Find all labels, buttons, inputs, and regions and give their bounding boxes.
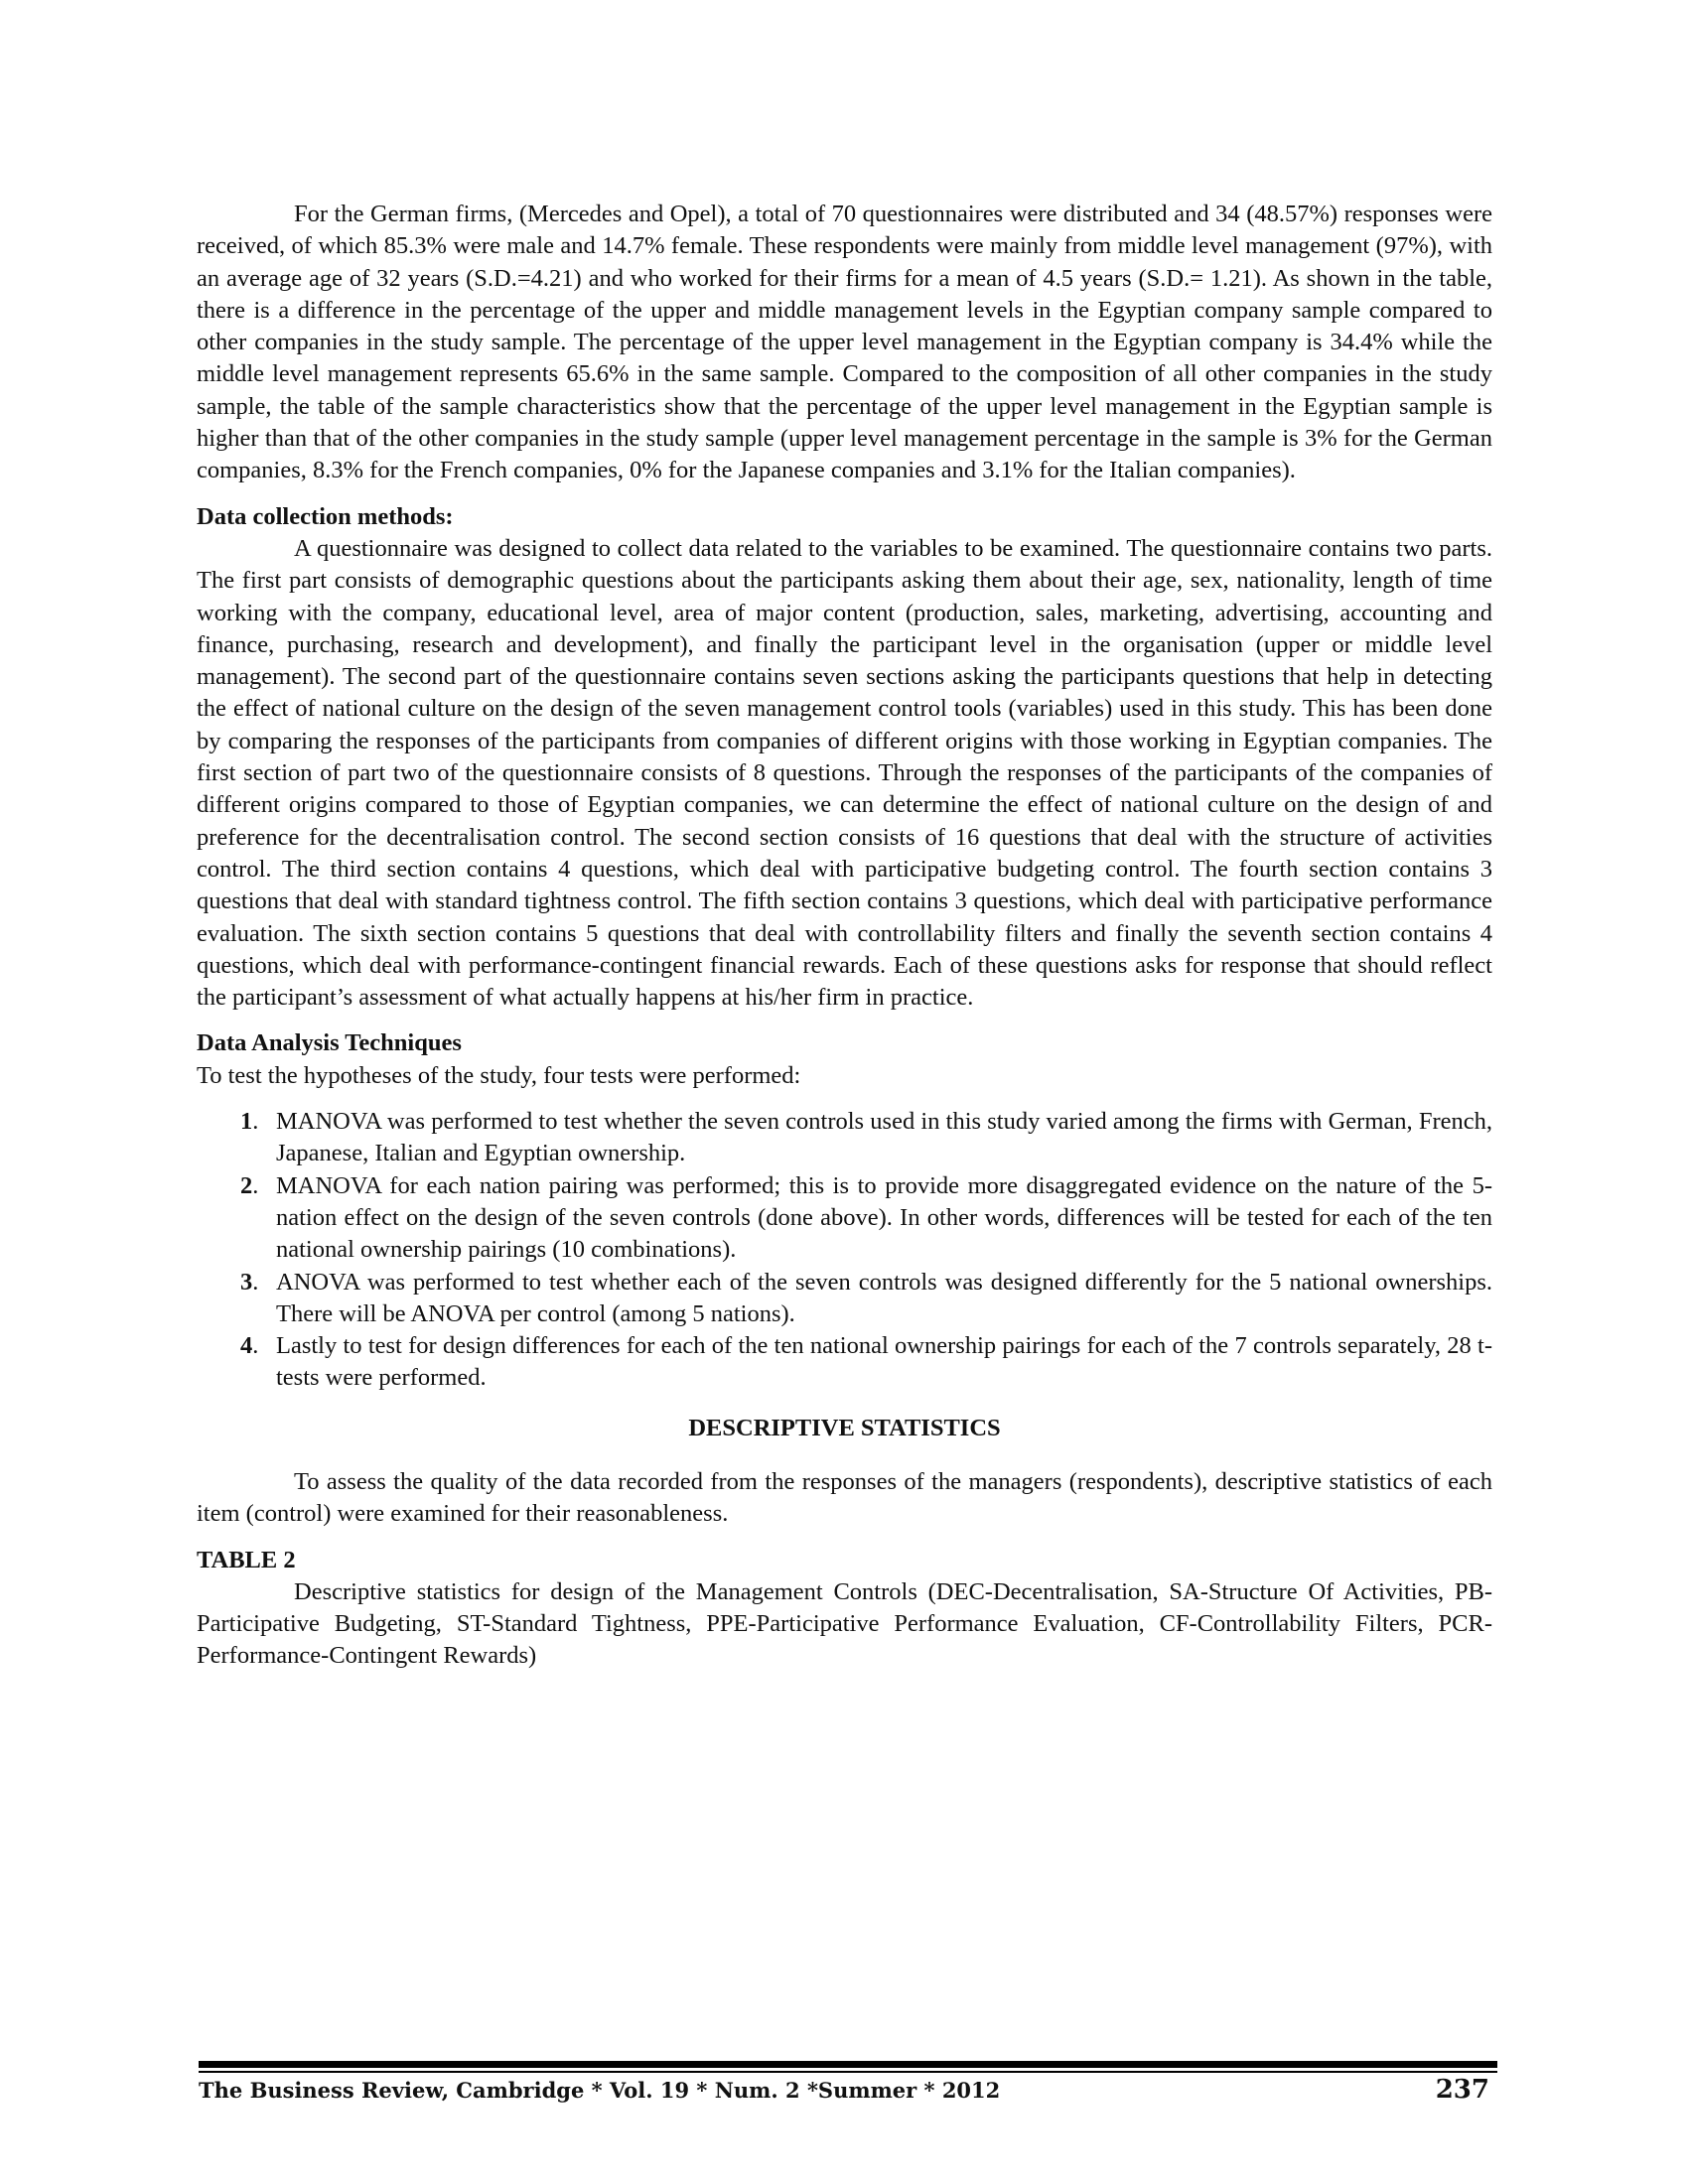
list-item: [197, 1170, 1492, 1267]
list-item-text: MANOVA was performed to test whether the seven controls used in this study varied among the firms with German, French, Japanese, Italian and Egyptian ownership.: [276, 1108, 1492, 1167]
table-label: TABLE 2: [197, 1546, 296, 1573]
tests-list: [197, 1106, 1492, 1395]
list-item-text: MANOVA for each nation pairing was performed; this is to provide more disaggregated evidence on the nature of the 5-nation effect on the design of the seven controls (done above). In other words, differences will be tested for each of the ten national ownership pairings (10 combinations).: [276, 1171, 1492, 1264]
descriptive-statistics-paragraph: To assess the quality of the data recorded from the responses of the managers (respondents), descriptive statistics of each item (control) were examined for their reasonableness.: [197, 1467, 1492, 1528]
list-item-text: Lastly to test for design differences for each of the ten national ownership pairings for each of the 7 controls separately, 28 t-tests were performed.: [276, 1332, 1492, 1392]
data-collection-heading: Data collection methods:: [197, 502, 454, 530]
list-item-number: 4 .: [240, 1330, 258, 1362]
list-item-text: ANOVA was performed to test whether each of the seven controls was designed differently for the 5 national ownerships. There will be ANOVA per control (among 5 nations).: [276, 1268, 1492, 1327]
list-item: [197, 1106, 1492, 1170]
descriptive-statistics-heading: DESCRIPTIVE STATISTICS: [688, 1414, 1001, 1441]
page-footer: [199, 2075, 1497, 2105]
list-item-number: 2 .: [240, 1170, 258, 1202]
data-analysis-intro: To test the hypotheses of the study, four tests were performed:: [197, 1061, 801, 1089]
page-number: 237: [1435, 2075, 1489, 2105]
list-item-number: 1 .: [240, 1106, 258, 1138]
list-item-number: 3 .: [240, 1267, 258, 1298]
intro-paragraph: For the German firms, (Mercedes and Opel), a total of 70 questionnaires were distributed and 34 (48.57%) responses were received, of which 85.3% were male and 14.7% female. These respondents were mainly from middle level management (97%), with an average age of 32 years (S.D.=4.21) and who worked for their firms for a mean of 4.5 years (S.D.= 1.21). As shown in the table, there is a difference in the percentage of the upper and middle management levels in the Egyptian company sample compared to other companies in the study sample. The percentage of the upper level management in the Egyptian company is 34.4% while the middle level management represents 65.6% in the same sample. Compared to the composition of all other companies in the study sample, the table of the sample characteristics show that the percentage of the upper level management in the Egyptian sample is higher than that of the other companies in the study sample (upper level management percentage in the sample is 3% for the German companies, 8.3% for the French companies, 0% for the Japanese companies and 3.1% for the Italian companies).: [197, 201, 1492, 484]
data-collection-paragraph: A questionnaire was designed to collect data related to the variables to be examined. The questionnaire contains two parts. The first part consists of demographic questions about the participants asking them about their age, sex, nationality, length of time working with the company, educational level, area of major content (production, sales, marketing, advertising, accounting and finance, purchasing, research and development), and finally the participant level in the organisation (upper or middle level management). The second part of the questionnaire contains seven sections asking the participants questions that help in detecting the effect of national culture on the design of the seven management control tools (variables) used in this study. This has been done by comparing the responses of the participants from companies of different origins with those working in Egyptian companies. The first section of part two of the questionnaire consists of 8 questions. Through the responses of the participants of the companies of different origins compared to those of Egyptian companies, we can determine the effect of national culture on the design of and preference for the decentralisation control. The second section consists of 16 questions that deal with the structure of activities control. The third section contains 4 questions, which deal with participative budgeting control. The fourth section contains 3 questions that deal with standard tightness control. The fifth section contains 3 questions, which deal with participative performance evaluation. The sixth section contains 5 questions that deal with controllability filters and finally the seventh section contains 4 questions, which deal with performance-contingent financial rewards. Each of these questions asks for response that should reflect the participant’s assessment of what actually happens at his/her firm in practice.: [197, 534, 1492, 1012]
footer-rule-thin: [199, 2071, 1497, 2073]
table-caption: Descriptive statistics for design of the Management Controls (DEC-Decentralisation, SA-Structure Of Activities, PB-Participative Budgeting, ST-Standard Tightness, PPE-Participative Performance Evaluation, CF-Controllability Filters, PCR-Performance-Contingent Rewards): [197, 1577, 1492, 1670]
data-analysis-heading: Data Analysis Techniques: [197, 1029, 462, 1057]
list-item: [197, 1330, 1492, 1395]
page-body: [197, 199, 1492, 1673]
footer-rule: [199, 2061, 1497, 2068]
list-item: [197, 1267, 1492, 1331]
journal-citation: The Business Review, Cambridge * Vol. 19 * Num. 2 *Summer * 2012: [199, 2077, 1001, 2103]
